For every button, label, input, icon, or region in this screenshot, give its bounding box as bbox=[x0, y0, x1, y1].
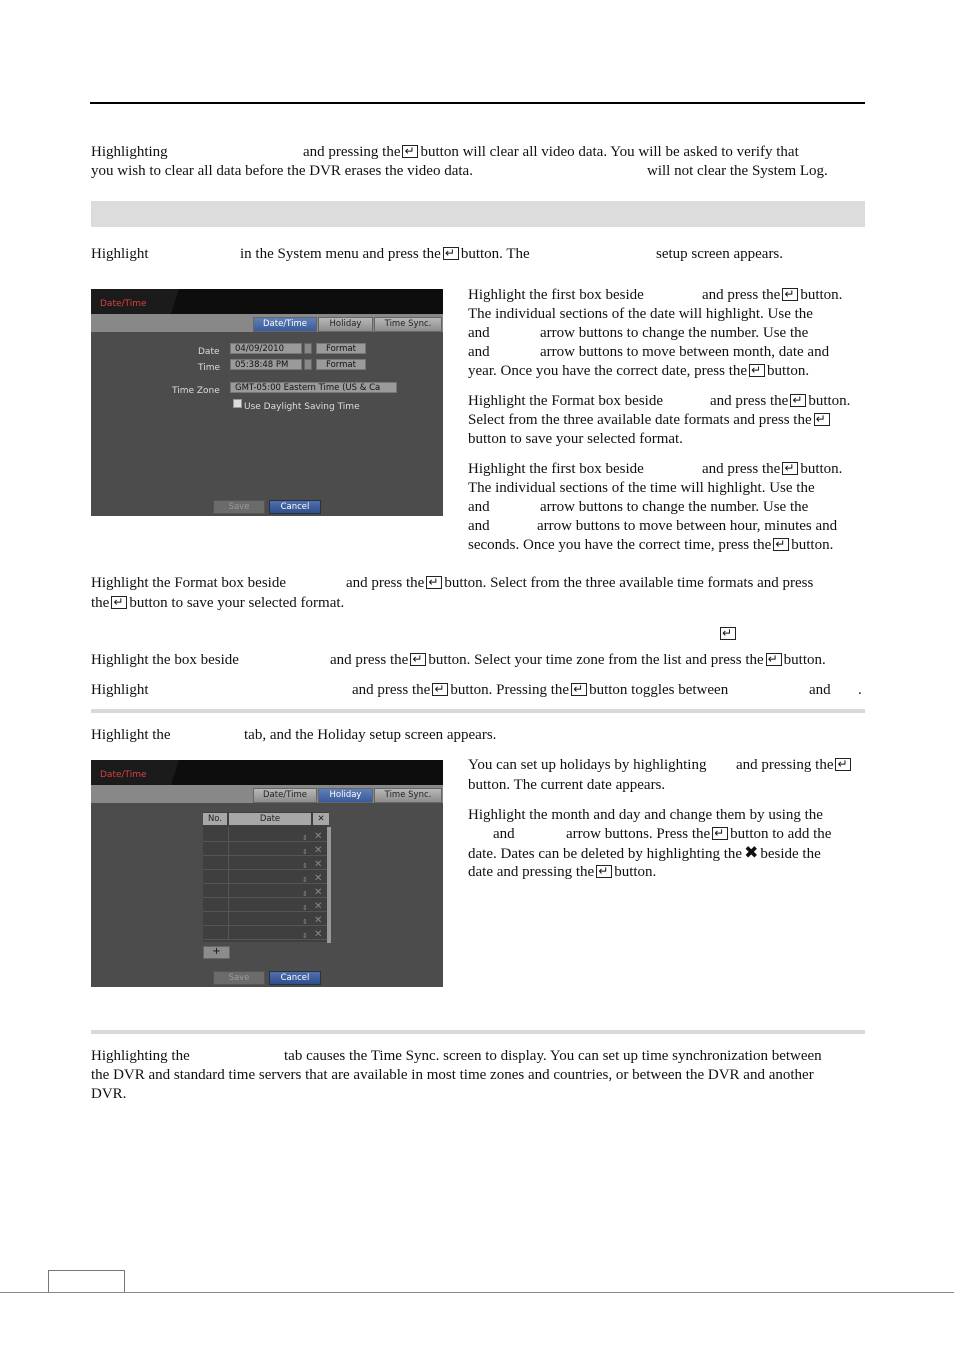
date-label: Date bbox=[198, 347, 220, 357]
timesync-l3: DVR. bbox=[91, 1086, 127, 1102]
timesync-l1b: tab causes the Time Sync. screen to display. You can set up time synchronization between bbox=[284, 1048, 822, 1064]
holiday-intro-b: tab, and the Holiday setup screen appears. bbox=[244, 727, 497, 743]
add-holiday-button[interactable]: + bbox=[203, 946, 230, 959]
timesync-l1a: Highlighting the bbox=[91, 1048, 190, 1064]
time-para-l4b: arrow buttons to move between hour, minutes and bbox=[537, 518, 838, 534]
enter-key-icon bbox=[773, 538, 789, 551]
screen-title: Date/Time bbox=[100, 299, 147, 309]
intro-a: Highlight bbox=[91, 246, 149, 262]
updown-icon: ⇕ bbox=[302, 848, 308, 856]
enter-key-icon bbox=[432, 683, 448, 696]
enter-key-icon bbox=[571, 683, 587, 696]
date-para-l1: Highlight the first box beside bbox=[468, 287, 644, 303]
clear-line-1b: and pressing the↵ button will clear all video data. You will be asked to verify that bbox=[303, 143, 799, 162]
updown-icon: ⇕ bbox=[302, 932, 308, 940]
enter-key-icon bbox=[426, 576, 442, 589]
date-para-l4a: and bbox=[468, 344, 490, 360]
zone-para-b: and press the↵ button. Select your time zone from the list and press the↵ button. bbox=[330, 651, 826, 670]
page-number-tab bbox=[48, 1270, 125, 1292]
divider-timesync bbox=[91, 1030, 865, 1034]
divider-holiday bbox=[91, 709, 865, 713]
x-delete-icon[interactable]: ✕ bbox=[314, 831, 323, 842]
timezone-field[interactable]: GMT-05:00 Eastern Time (US & Ca bbox=[230, 382, 397, 393]
intro-d: setup screen appears. bbox=[656, 246, 784, 262]
x-delete-icon[interactable]: ✕ bbox=[314, 901, 323, 912]
time-para-l1b: and press the↵ button. bbox=[702, 460, 842, 479]
dst-para-e: and bbox=[809, 682, 831, 698]
time-field[interactable]: 05:38:48 PM bbox=[230, 359, 302, 370]
updown-icon: ⇕ bbox=[302, 862, 308, 870]
holiday-p2-l2a: and bbox=[493, 826, 515, 842]
clear-line-1: Highlighting bbox=[91, 144, 168, 160]
x-delete-icon[interactable]: ✕ bbox=[314, 873, 323, 884]
enter-key-icon bbox=[814, 413, 830, 426]
date-para-l3b: arrow buttons to change the number. Use the bbox=[540, 325, 809, 341]
footer-rule bbox=[0, 1292, 954, 1293]
table-row[interactable] bbox=[203, 855, 329, 870]
enter-key-icon bbox=[596, 865, 612, 878]
holiday-p2-l3: date. Dates can be deleted by highlighting the ✖ beside the bbox=[468, 843, 821, 863]
save-button[interactable]: Save bbox=[213, 971, 265, 985]
time-para-l3a: and bbox=[468, 499, 490, 515]
holiday-p2-l2b: arrow buttons. Press the↵ button to add the bbox=[566, 825, 831, 844]
time-label: Time bbox=[198, 363, 221, 373]
time-format-l1a: Highlight the Format box beside bbox=[91, 575, 286, 591]
enter-key-icon bbox=[410, 653, 426, 666]
zone-para-a: Highlight the box beside bbox=[91, 652, 239, 668]
screen-title-bar bbox=[91, 289, 443, 314]
time-format-button[interactable]: Format bbox=[316, 359, 366, 370]
table-row[interactable] bbox=[203, 911, 329, 926]
enter-key-icon bbox=[835, 758, 851, 771]
intro-b: in the System menu and press the↵ button. The bbox=[240, 245, 530, 264]
x-delete-icon[interactable]: ✕ bbox=[314, 859, 323, 870]
enter-key-icon bbox=[712, 827, 728, 840]
date-para-l1b: and press the↵ button. bbox=[702, 286, 842, 305]
updown-icon: ⇕ bbox=[302, 904, 308, 912]
tab-timesync[interactable]: Time Sync. bbox=[374, 317, 442, 332]
time-spinner[interactable] bbox=[304, 359, 312, 370]
date-format-l3: button to save your selected format. bbox=[468, 431, 683, 447]
x-delete-icon[interactable]: ✕ bbox=[314, 929, 323, 940]
date-para-l2: The individual sections of the date will highlight. Use the bbox=[468, 306, 813, 322]
col-date-header: Date bbox=[229, 813, 311, 825]
date-para-l3a: and bbox=[468, 325, 490, 341]
tab-datetime[interactable]: Date/Time bbox=[253, 317, 317, 332]
holiday-p1-l1a: You can set up holidays by highlighting bbox=[468, 757, 707, 773]
section-heading-band bbox=[91, 201, 865, 227]
enter-key-icon bbox=[720, 627, 736, 640]
table-row[interactable] bbox=[203, 827, 329, 842]
dst-para-b: and press the↵ button. Pressing the↵ button toggles between bbox=[352, 681, 728, 700]
x-delete-icon[interactable]: ✕ bbox=[314, 915, 323, 926]
holiday-p1-l2: button. The current date appears. bbox=[468, 777, 666, 793]
screen-title-bar bbox=[91, 760, 443, 785]
date-para-l4b: arrow buttons to move between month, date and bbox=[540, 344, 830, 360]
header-rule bbox=[90, 102, 865, 104]
x-delete-icon: ✖ bbox=[744, 843, 759, 863]
date-field[interactable]: 04/09/2010 bbox=[230, 343, 302, 354]
dst-para-f: . bbox=[858, 682, 862, 698]
holiday-p2-l4: date and pressing the↵ button. bbox=[468, 863, 656, 882]
updown-icon: ⇕ bbox=[302, 890, 308, 898]
time-para-l1: Highlight the first box beside bbox=[468, 461, 644, 477]
x-delete-icon[interactable]: ✕ bbox=[314, 887, 323, 898]
screen-title: Date/Time bbox=[100, 770, 147, 780]
date-format-l1b: and press the↵ button. bbox=[710, 392, 850, 411]
updown-icon: ⇕ bbox=[302, 918, 308, 926]
col-no-header: No. bbox=[203, 813, 227, 825]
time-para-l2: The individual sections of the time will highlight. Use the bbox=[468, 480, 815, 496]
date-para-l5: year. Once you have the correct date, press the↵ button. bbox=[468, 362, 809, 381]
table-row[interactable] bbox=[203, 925, 329, 940]
tab-holiday[interactable]: Holiday bbox=[318, 317, 373, 332]
clear-line-2: you wish to clear all data before the DVR erases the video data. bbox=[91, 163, 473, 179]
dst-para-a: Highlight bbox=[91, 682, 149, 698]
scrollbar[interactable] bbox=[327, 827, 331, 943]
table-row[interactable] bbox=[203, 841, 329, 856]
date-spinner[interactable] bbox=[304, 343, 312, 354]
enter-key-icon bbox=[790, 394, 806, 407]
time-format-l1b: and press the↵ button. Select from the three available time formats and press bbox=[346, 574, 813, 593]
holiday-p1-l1b: and pressing the↵ bbox=[736, 756, 853, 775]
date-format-l1: Highlight the Format box beside bbox=[468, 393, 663, 409]
holiday-table bbox=[203, 812, 329, 942]
table-row[interactable] bbox=[203, 897, 329, 912]
enter-key-icon bbox=[443, 247, 459, 260]
enter-key-icon bbox=[749, 364, 765, 377]
date-format-button[interactable]: Format bbox=[316, 343, 366, 354]
enter-key-icon bbox=[111, 596, 127, 609]
cancel-button[interactable]: Cancel bbox=[269, 971, 321, 985]
enter-key-icon bbox=[782, 462, 798, 475]
time-para-l5: seconds. Once you have the correct time, press the↵ button. bbox=[468, 536, 833, 555]
x-delete-icon[interactable]: ✕ bbox=[314, 845, 323, 856]
timesync-l2: the DVR and standard time servers that are available in most time zones and countries, or between the DVR and another bbox=[91, 1067, 814, 1083]
holiday-p2-l1: Highlight the month and day and change them by using the bbox=[468, 807, 823, 823]
enter-key-icon bbox=[402, 145, 418, 158]
date-format-l2: Select from the three available date formats and press the↵ bbox=[468, 411, 832, 430]
dst-label: Use Daylight Saving Time bbox=[244, 402, 360, 412]
holiday-screen bbox=[91, 760, 443, 987]
table-row[interactable] bbox=[203, 883, 329, 898]
table-row[interactable] bbox=[203, 869, 329, 884]
enter-key-icon bbox=[782, 288, 798, 301]
tab-timesync[interactable]: Time Sync. bbox=[374, 788, 442, 803]
time-format-l2: the↵ button to save your selected format. bbox=[91, 594, 344, 613]
timezone-label: Time Zone bbox=[172, 386, 220, 396]
time-para-l3b: arrow buttons to change the number. Use the bbox=[540, 499, 809, 515]
tab-datetime[interactable]: Date/Time bbox=[253, 788, 317, 803]
time-para-l4a: and bbox=[468, 518, 490, 534]
enter-key-icon bbox=[766, 653, 782, 666]
dst-checkbox[interactable] bbox=[233, 399, 242, 408]
updown-icon: ⇕ bbox=[302, 834, 308, 842]
datetime-screen bbox=[91, 289, 443, 516]
delete-all-icon[interactable]: ✕ bbox=[313, 813, 329, 825]
clear-line-2b: will not clear the System Log. bbox=[647, 163, 828, 179]
updown-icon: ⇕ bbox=[302, 876, 308, 884]
holiday-intro-a: Highlight the bbox=[91, 727, 171, 743]
save-button[interactable]: Save bbox=[213, 500, 265, 514]
cancel-button[interactable]: Cancel bbox=[269, 500, 321, 514]
tab-holiday[interactable]: Holiday bbox=[318, 788, 373, 803]
